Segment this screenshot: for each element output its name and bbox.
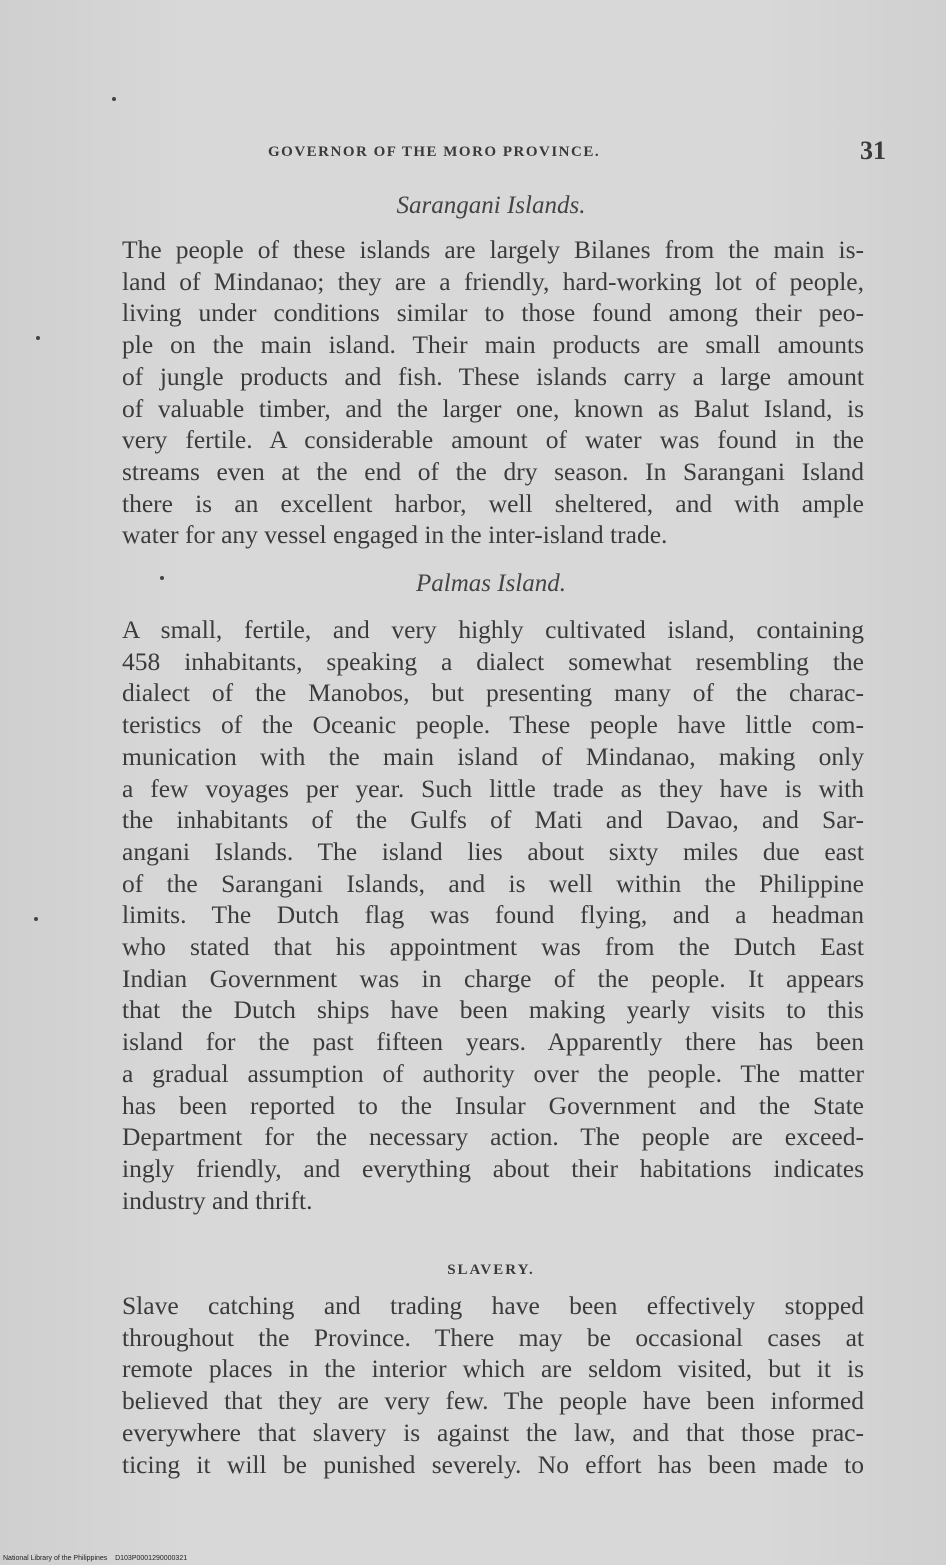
text-line: Department for the necessary action. The people are exceed- bbox=[122, 1122, 864, 1152]
text-line: Indian Government was in charge of the people. It appears bbox=[122, 963, 864, 993]
text-line: who stated that his appointment was from the Dutch East bbox=[122, 932, 864, 962]
paragraph-slavery bbox=[118, 1290, 864, 1480]
text-line: everywhere that slavery is against the law, and that those prac- bbox=[122, 1417, 864, 1447]
text-line: industry and thrift. bbox=[122, 1185, 313, 1215]
text-line: of jungle products and fish. These islands carry a large amount bbox=[122, 361, 864, 391]
text-line: ingly friendly, and everything about their habitations indicates bbox=[122, 1153, 864, 1183]
text-line: angani Islands. The island lies about sixty miles due east bbox=[122, 836, 864, 866]
page-number: 31 bbox=[860, 136, 886, 165]
text-line: The people of these islands are largely Bilanes from the main is- bbox=[122, 235, 864, 264]
section-heading-palmas: Palmas Island. bbox=[416, 570, 566, 597]
footer-source: National Library of the Philippines bbox=[3, 1555, 108, 1562]
text-line: limits. The Dutch flag was found flying, and a headman bbox=[122, 900, 864, 930]
running-title: GOVERNOR OF THE MORO PROVINCE. bbox=[268, 144, 601, 160]
ink-speck bbox=[36, 336, 40, 340]
text-line: remote places in the interior which are seldom visited, but it is bbox=[122, 1354, 864, 1384]
ink-speck bbox=[34, 917, 38, 921]
text-line: a few voyages per year. Such little trade as they have is with bbox=[122, 773, 864, 803]
text-line: believed that they are very few. The people have been informed bbox=[122, 1386, 864, 1416]
paragraph-palmas bbox=[118, 614, 864, 1216]
running-header bbox=[268, 136, 886, 170]
text-line: Slave catching and trading have been effectively stopped bbox=[122, 1291, 864, 1320]
text-line: there is an excellent harbor, well sheltered, and with ample bbox=[122, 488, 864, 518]
section-heading-sarangani: Sarangani Islands. bbox=[396, 192, 586, 219]
text-line: of the Sarangani Islands, and is well within the Philippine bbox=[122, 868, 864, 898]
text-line: ple on the main island. Their main products are small amounts bbox=[122, 330, 864, 360]
text-line: living under conditions similar to those found among their peo- bbox=[122, 298, 864, 328]
text-line: has been reported to the Insular Government and the State bbox=[122, 1090, 864, 1120]
text-line: the inhabitants of the Gulfs of Mati and Davao, and Sar- bbox=[122, 805, 864, 835]
text-line: a gradual assumption of authority over the people. The matter bbox=[122, 1058, 864, 1088]
section-heading-slavery: SLAVERY. bbox=[447, 1262, 535, 1278]
ink-speck bbox=[160, 576, 164, 580]
footer-id: D103P0001290000321 bbox=[115, 1555, 188, 1562]
text-line: teristics of the Oceanic people. These people have little com- bbox=[122, 710, 864, 740]
text-line: munication with the main island of Mindanao, making only bbox=[122, 741, 864, 771]
text-line: throughout the Province. There may be occasional cases at bbox=[122, 1322, 864, 1352]
text-line: ticing it will be punished severely. No effort has been made to bbox=[122, 1449, 864, 1479]
text-line: water for any vessel engaged in the inter-island trade. bbox=[122, 520, 668, 550]
text-line: island for the past fifteen years. Apparently there has been bbox=[122, 1027, 864, 1057]
scan-footer bbox=[3, 1555, 187, 1562]
text-line: of valuable timber, and the larger one, known as Balut Island, is bbox=[122, 393, 864, 423]
text-line: 458 inhabitants, speaking a dialect somewhat resembling the bbox=[122, 646, 864, 676]
text-line: that the Dutch ships have been making yearly visits to this bbox=[122, 995, 864, 1025]
text-line: land of Mindanao; they are a friendly, hard-working lot of people, bbox=[122, 266, 864, 296]
text-line: very fertile. A considerable amount of water was found in the bbox=[122, 425, 864, 455]
paragraph-sarangani bbox=[118, 234, 864, 551]
text-line: A small, fertile, and very highly cultivated island, containing bbox=[122, 615, 864, 644]
text-line: dialect of the Manobos, but presenting many of the charac- bbox=[122, 678, 864, 708]
text-line: streams even at the end of the dry season. In Sarangani Island bbox=[122, 456, 864, 486]
ink-speck bbox=[112, 97, 116, 101]
